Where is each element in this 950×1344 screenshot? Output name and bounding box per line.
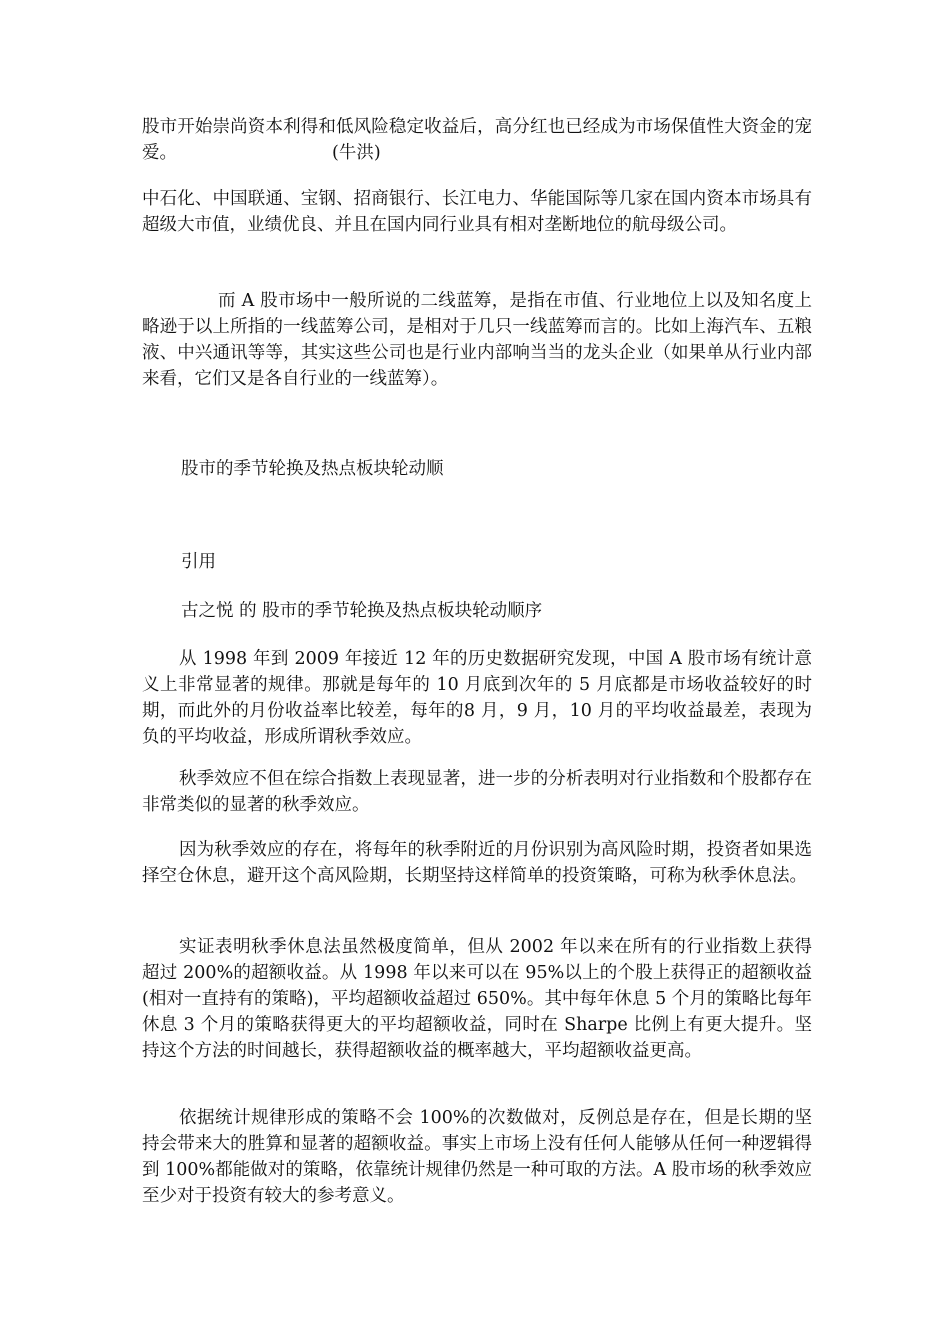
paragraph-second-tier-bluechips: 而 A 股市场中一般所说的二线蓝筹，是指在市值、行业地位上以及知名度上略逊于以上所指的一线蓝筹公司，是相对于几只一线蓝筹而言的。比如上海汽车、五粮液、中兴通讯等等，其实这些公司也是行业内部响当当的龙头企业（如果单从行业内部来看，它们又是各自行业的一线蓝筹）。: [142, 291, 812, 389]
paragraph-historical-pattern: 从 1998 年到 2009 年接近 12 年的历史数据研究发现，中国 A 股市场有统计意义上非常显著的规律。那就是每年的 10 月底到次年的 5 月底都是市场收益较好的时期，而此外的月份收益率比较差，每年的8 月，9 月，10 月的平均收益最差，表现为负的平均收益，形成所谓秋季效应。: [142, 649, 812, 747]
author-attribution: (牛洪): [332, 143, 381, 163]
paragraph-autumn-effect: 秋季效应不但在综合指数上表现显著，进一步的分析表明对行业指数和个股都存在非常类似的显著的秋季效应。: [142, 769, 812, 815]
paragraph-empirical-results: 实证表明秋季休息法虽然极度简单，但从 2002 年以来在所有的行业指数上获得超过 200%的超额收益。从 1998 年以来可以在 95%以上的个股上获得正的超额收益(相对一直持有的策略)，平均超额收益超过 650%。其中每年休息 5 个月的策略比每年休息 3 个月的策略获得更大的平均超额收益，同时在 Sharpe 比例上有更大提升。坚持这个方法的时间越长，获得超额收益的概率越大，平均超额收益更高。: [142, 937, 812, 1061]
paragraph-dividend: [142, 114, 812, 166]
quote-source: 古之悦 的 股市的季节轮换及热点板块轮动顺序: [181, 601, 543, 621]
quote-label: 引用: [181, 552, 216, 572]
paragraph-statistical-strategy: 依据统计规律形成的策略不会 100%的次数做对，反例总是存在，但是长期的坚持会带来大的胜算和显著的超额收益。事实上市场上没有任何人能够从任何一种逻辑得到 100%都能做对的策略，依靠统计规律仍然是一种可取的方法。A 股市场的秋季效应至少对于投资有较大的参考意义。: [142, 1108, 812, 1206]
paragraph-first-tier-bluechips: 中石化、中国联通、宝钢、招商银行、长江电力、华能国际等几家在国内资本市场具有超级大市值，业绩优良、并且在国内同行业具有相对垄断地位的航母级公司。: [142, 189, 812, 235]
paragraph-autumn-rest-method: 因为秋季效应的存在，将每年的秋季附近的月份识别为高风险时期，投资者如果选择空仓休息，避开这个高风险期，长期坚持这样简单的投资策略，可称为秋季休息法。: [142, 840, 812, 886]
paragraph-dividend-text: 股市开始崇尚资本利得和低风险稳定收益后，高分红也已经成为市场保值性大资金的宠爱。: [142, 117, 812, 163]
section-heading: 股市的季节轮换及热点板块轮动顺: [181, 459, 444, 479]
